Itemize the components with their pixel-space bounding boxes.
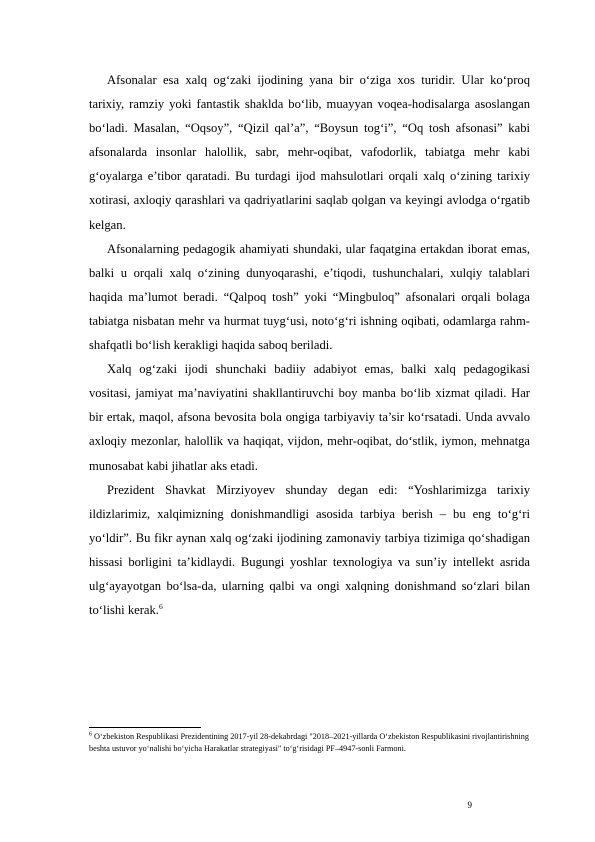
paragraph-prezident-text: Prezident Shavkat Mirziyoyev shunday degan edi: “Yoshlarimizga tarixiy ildizlarimiz, xalqimizning donishmandligi asosida tarbiya berish – bu eng to‘g‘ri yo‘ldir”. Bu fikr aynan xalq og‘zaki ijodining zamonaviy tarbiya tizimiga qo‘shadigan hissasi borligini ta’kidlaydi. Bugungi yoshlar texnologiya va sun’iy intellekt asrida ulg‘ayayotgan bo‘lsa-da, ularning qalbi va ongi xalqning donishmand so‘zlari bilan to‘lishi kerak. [89, 482, 530, 618]
paragraph-prezident-iqtibos [89, 478, 530, 623]
paragraph-pedagogik-ahamiyat: Afsonalarning pedagogik ahamiyati shundaki, ular faqatgina ertakdan iborat emas, balki u orqali xalq o‘zining dunyoqarashi, e’tiqodi, tushunchalari, xulqiy talablari haqida ma’lumot beradi. “Qalpoq tosh” yoki “Mingbuloq” afsonalari orqali bolaga tabiatga nisbatan mehr va hurmat tuyg‘usi, noto‘g‘ri ishning oqibati, odamlarga rahm-shafqatli bo‘lish kerakligi haqida saboq beriladi. [89, 241, 530, 353]
footnote-number: 6 [89, 731, 92, 738]
paragraph-xalq-ogzaki-ijodi: Xalq og‘zaki ijodi shunchaki badiiy adabiyot emas, balki xalq pedagogikasi vositasi, jamiyat ma’naviyatini shakllantiruvchi boy manba bo‘lib xizmat qiladi. Har bir ertak, maqol, afsona bevosita bola ongiga tarbiyaviy ta’sir ko‘rsatadi. Unda avvalo axloqiy mezonlar, halollik va haqiqat, vijdon, mehr-oqibat, do‘stlik, iymon, mehnatga munosabat kabi jihatlar aks etadi. [89, 362, 530, 473]
page-number: 9 [467, 800, 472, 810]
body-text [89, 68, 530, 622]
footnote-divider [89, 727, 201, 728]
paragraph-afsonalar: Afsonalar esa xalq og‘zaki ijodining yana bir o‘ziga xos turidir. Ular ko‘proq tarixiy, ramziy yoki fantastik shaklda bo‘lib, muayyan voqea-hodisalarga asoslangan bo‘ladi. Masalan, “Oqsoy”, “Qizil qal’a”, “Boysun tog‘i”, “Oq tosh afsonasi” kabi afsonalarda insonlar halollik, sabr, mehr-oqibat, vafodorlik, tabiatga mehr kabi g‘oyalarga e’tibor qaratadi. Bu turdagi ijod mahsulotlari orqali xalq o‘zining tarixiy xotirasi, axloqiy qarashlari va qadriyatlarini saqlab qolgan va keyingi avlodga o‘rgatib kelgan. [89, 73, 530, 232]
footnote-reference[interactable]: 6 [158, 601, 163, 611]
footnote-text: O‘zbekiston Respublikasi Prezidentining 2017-yil 28-dekabrdagi "2018–2021-yillarda O‘zbekiston Respublikasini rivojlantirishning beshta ustuvor yo‘nalishi bo‘yicha Harakatlar strategiyasi" to‘g‘risidagi PF–4947-sonli Farmoni. [89, 732, 529, 754]
footnote [89, 731, 530, 755]
